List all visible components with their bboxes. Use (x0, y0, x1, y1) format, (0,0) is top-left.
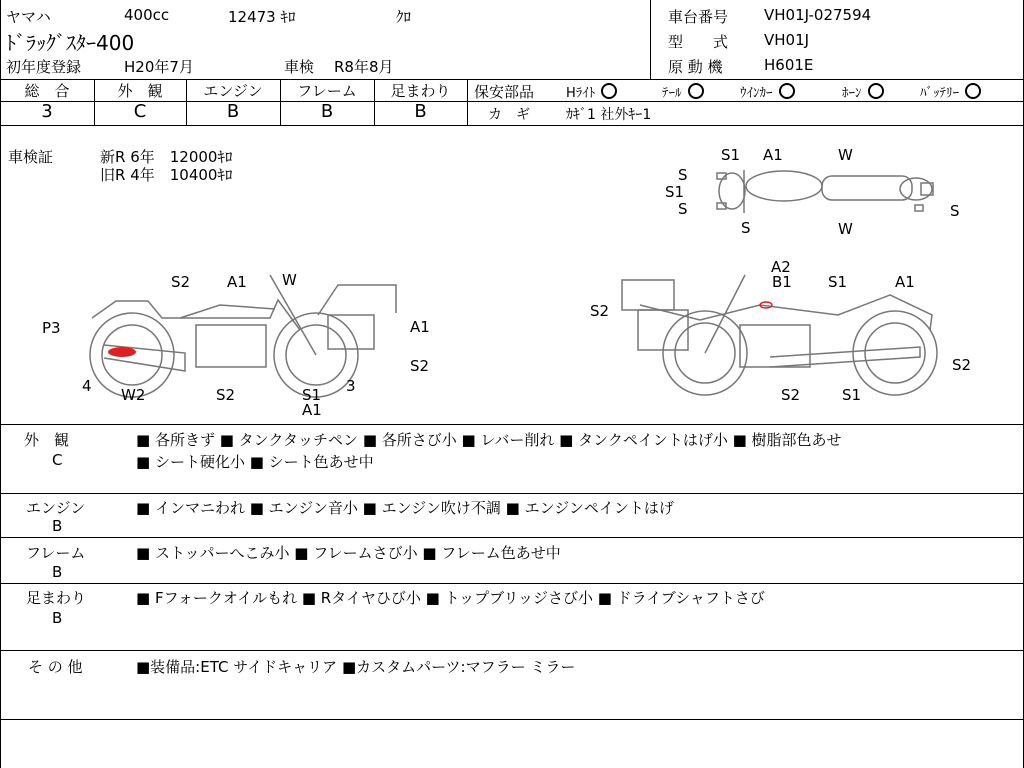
diagram-label: S (741, 219, 751, 237)
diagram-label: S1 (665, 183, 685, 201)
inspection-cert-old: 旧R 4年 10400ｷﾛ (100, 166, 233, 184)
diagram-label: S2 (590, 302, 610, 320)
ok-mark-icon (868, 83, 884, 99)
key-label: カ ギ (488, 107, 530, 123)
inspection-cert-label: 車検証 (8, 148, 54, 166)
grade-header-frame: フレーム (297, 82, 357, 100)
diagram-label: S2 (410, 357, 430, 375)
grade-frame: B (320, 101, 334, 122)
inspection-cert-new: 新R 6年 12000ｷﾛ (100, 148, 233, 166)
remark-cat-other: そ の 他 (28, 658, 83, 676)
diagram-label: S1 (828, 273, 848, 291)
ok-mark-icon (779, 83, 795, 99)
diagram-label: A2 (771, 258, 791, 276)
diagram-label: A1 (763, 146, 783, 164)
grade-header-suspension: 足まわり (390, 82, 451, 100)
remarks-divider (0, 650, 1024, 651)
top-view-bike (717, 170, 933, 213)
remark-line: ■ 各所きず ■ タンクタッチペン ■ 各所さび小 ■ レバー削れ ■ タンクペイントはげ小 ■ 樹脂部色あせ (136, 431, 842, 449)
safety-label: 保安部品 (474, 83, 535, 101)
color: ｸﾛ (396, 8, 412, 26)
remarks-top (0, 424, 1024, 425)
remarks-divider (0, 537, 1024, 538)
remark-cat-frame: フレーム (26, 544, 86, 562)
remark-line: ■ インマニわれ ■ エンジン音小 ■ エンジン吹け不調 ■ エンジンペイントはげ (136, 499, 674, 517)
diagram-label: B1 (772, 273, 792, 291)
remark-grade-frame: B (52, 563, 63, 581)
grade-col-line (467, 79, 468, 125)
ok-mark-icon (965, 83, 981, 99)
type-label: 型 式 (668, 33, 729, 51)
chassis-label: 車台番号 (668, 8, 729, 26)
diagram-label: W2 (121, 386, 146, 404)
remark-cat-engine: エンジン (26, 499, 86, 517)
maker: ヤマハ (6, 8, 51, 26)
remark-line: ■ Fフォークオイルもれ ■ Rタイヤひび小 ■ トップブリッジさび小 ■ ドライブシャフトさび (136, 589, 765, 607)
diagram-label: S1 (721, 146, 741, 164)
safety-item-horn: ﾎｰﾝ (842, 82, 884, 101)
diagram-label: S1 (302, 386, 322, 404)
damage-diagram (0, 125, 1024, 425)
diagram-label: A1 (227, 273, 247, 291)
model-name: ﾄﾞﾗｯｸﾞｽﾀｰ400 (6, 31, 135, 55)
ok-mark-icon (601, 83, 617, 99)
damage-mark-red (108, 347, 136, 357)
remark-grade-exterior: C (52, 451, 63, 469)
type-value: VH01J (764, 31, 810, 49)
diagram-label: P3 (42, 319, 61, 337)
engine-label: 原 動 機 (668, 58, 723, 76)
grade-header-exterior: 外 観 (117, 82, 163, 100)
safety-item-winker: ｳｲﾝｶｰ (740, 82, 795, 101)
remarks-bottom (0, 719, 1024, 720)
grade-suspension: B (414, 101, 427, 122)
chassis-value: VH01J-027594 (764, 6, 872, 24)
header-divider (650, 0, 651, 79)
mileage: 12473 ｷﾛ (228, 8, 296, 26)
diagram-label: W (838, 220, 853, 238)
diagram-label: S (678, 200, 688, 218)
diagram-label: S2 (171, 273, 191, 291)
ok-mark-icon (688, 83, 704, 99)
remarks-divider (0, 583, 1024, 584)
diagram-label: S2 (952, 356, 972, 374)
remark-cat-exterior: 外 観 (24, 431, 70, 449)
diagram-label: 4 (82, 377, 92, 395)
diagram-label: S2 (781, 386, 801, 404)
diagram-label: A1 (895, 273, 915, 291)
remark-line: ■ シート硬化小 ■ シート色あせ中 (136, 453, 374, 471)
remark-cat-suspension: 足まわり (26, 589, 87, 607)
safety-item-battery: ﾊﾞｯﾃﾘｰ (920, 82, 981, 101)
diagram-label: W (282, 271, 297, 289)
diagram-label: S (678, 166, 688, 184)
inspection-value: R8年8月 (334, 58, 394, 76)
safety-item-headlight: Hﾗｲﾄ (566, 82, 617, 101)
grade-exterior: C (133, 101, 147, 122)
remark-grade-engine: B (52, 517, 63, 535)
diagram-label: A1 (410, 318, 430, 336)
inspection-label: 車検 (284, 58, 315, 76)
safety-mid-line (468, 101, 1024, 102)
diagram-label: 3 (346, 377, 356, 395)
key-value: ｶｷﾞ1 社外ｷｰ1 (566, 107, 652, 123)
diagram-label: S (950, 202, 960, 220)
first-reg-label: 初年度登録 (6, 58, 82, 76)
remarks-divider (0, 493, 1024, 494)
remark-line: ■装備品:ETC サイドキャリア ■カスタムパーツ:マフラー ミラー (136, 658, 576, 676)
safety-item-tail: ﾃｰﾙ (662, 82, 704, 101)
remark-line: ■ ストッパーへこみ小 ■ フレームさび小 ■ フレーム色あせ中 (136, 544, 561, 562)
grade-overall: 3 (41, 101, 53, 122)
first-reg-value: H20年7月 (124, 58, 194, 76)
remark-grade-suspension: B (52, 609, 63, 627)
diagram-label: S2 (216, 386, 236, 404)
diagram-label: A1 (302, 401, 322, 419)
grade-header-overall: 総 合 (24, 82, 70, 100)
diagram-label: W (838, 146, 853, 164)
engine-value: H601E (764, 56, 814, 74)
grade-header-engine: エンジン (203, 82, 263, 100)
grade-engine: B (226, 101, 240, 122)
displacement: 400cc (124, 6, 170, 24)
right-side-bike (622, 275, 937, 395)
diagram-label: S1 (842, 386, 862, 404)
